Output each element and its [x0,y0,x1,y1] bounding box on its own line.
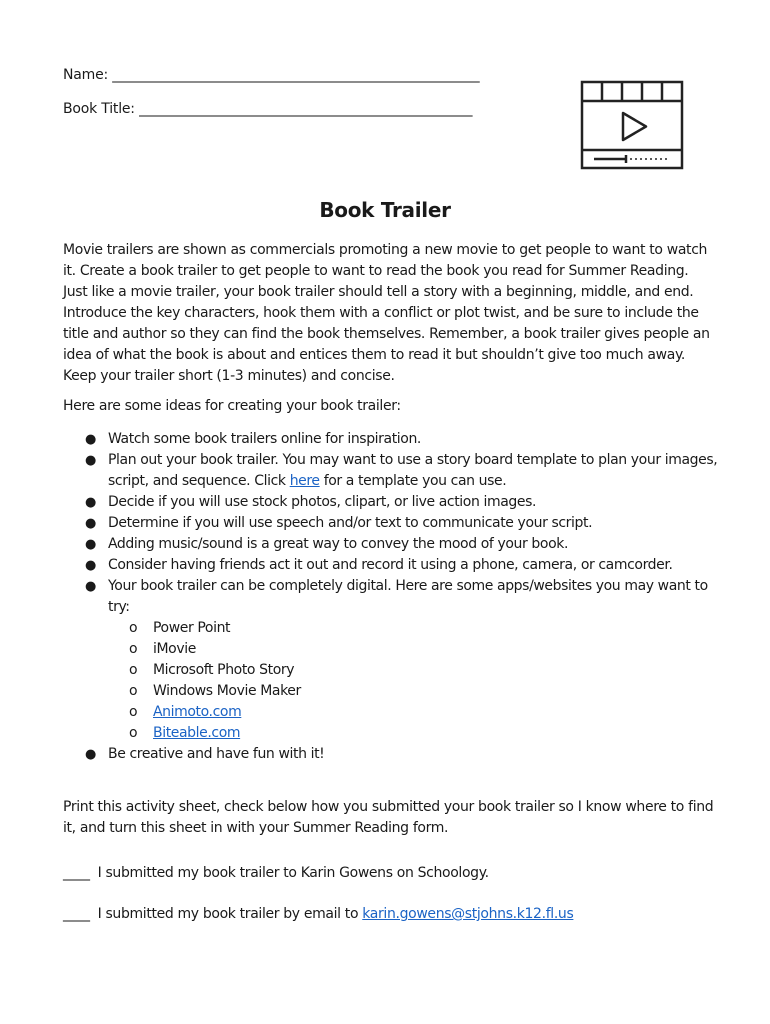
bullet-icon: ● [85,516,96,531]
app-item: o Microsoft Photo Story [108,660,733,681]
list-item: ● Be creative and have fun with it! [63,744,733,765]
bullet-icon: ● [85,537,96,552]
page-title: Book Trailer [319,198,451,222]
app-item [108,702,733,723]
ideas-list [63,429,733,765]
email-checkline: ____ I submitted my book trailer by email to karin.gowens@stjohns.k12.fl.us [63,906,574,922]
circle-bullet-icon: o [129,662,138,678]
app-item [108,723,733,744]
list-item: ● Plan out your book trailer. You may want to use a story board template to plan your images, script, and sequence. Click here for a template you can use. [85,452,718,489]
template-link[interactable]: here [289,473,320,489]
circle-bullet-icon: o [129,683,138,699]
app-item: o Power Point [108,618,733,639]
animoto-link[interactable]: Animoto.com [153,704,242,720]
list-item: ● Adding music/sound is a great way to convey the mood of your book. [63,534,733,555]
bullet-icon: ● [85,558,96,573]
bullet-icon: ● [85,747,96,762]
name-field: Name: ______________________________________________________ [63,67,480,83]
schoology-checkline: ____ I submitted my book trailer to Karin Gowens on Schoology. [63,865,489,881]
app-item: o Windows Movie Maker [108,681,733,702]
print-instructions: Print this activity sheet, check below how you submitted your book trailer so I know where to find it, and turn this sheet in with your Summer Reading form. [63,799,714,836]
circle-bullet-icon: o [129,704,138,720]
bullet-icon: ● [85,495,96,510]
bullet-icon: ● [85,453,96,468]
app-item: o iMovie [108,639,733,660]
email-link[interactable]: karin.gowens@stjohns.k12.fl.us [362,906,574,922]
circle-bullet-icon: o [129,725,138,741]
bullet-icon: ● [85,579,96,594]
check-blank[interactable]: ____ [63,865,90,881]
list-item: ● Determine if you will use speech and/or text to communicate your script. [63,513,733,534]
list-item: ● Decide if you will use stock photos, clipart, or live action images. [63,492,733,513]
video-player-icon [580,80,684,170]
ideas-lead: Here are some ideas for creating your book trailer: [63,398,401,414]
list-item: ● Watch some book trailers online for inspiration. [63,429,733,450]
list-item: ● Your book trailer can be completely digital. Here are some apps/websites you may want to try: o Power Point o iMovie o Microsoft Photo Story o Windows Movie Maker o Animoto.com o Biteable.com [63,576,733,744]
intro-paragraph: Movie trailers are shown as commercials promoting a new movie to get people to want to watch it. Create a book trailer to get people to want to read the book you read for Summer Reading. Just like a movie trailer, your book trailer should tell a story with a beginning, middle, and end. Introduce the key characters, hook them with a conflict or plot twist, and be sure to include the title and author so they can find the book themselves. Remember, a book trailer gives people an idea of what the book is about and entices them to read it but shouldn’t give too much away. Keep your trailer short (1-3 minutes) and concise. [63,242,710,384]
list-item: ● Consider having friends act it out and record it using a phone, camera, or camcorder. [63,555,733,576]
bullet-icon: ● [85,432,96,447]
book-title-field: Book Title: _________________________________________________ [63,101,473,117]
biteable-link[interactable]: Biteable.com [153,725,241,741]
check-blank[interactable]: ____ [63,906,90,922]
circle-bullet-icon: o [129,620,138,636]
apps-list [108,618,733,744]
circle-bullet-icon: o [129,641,138,657]
